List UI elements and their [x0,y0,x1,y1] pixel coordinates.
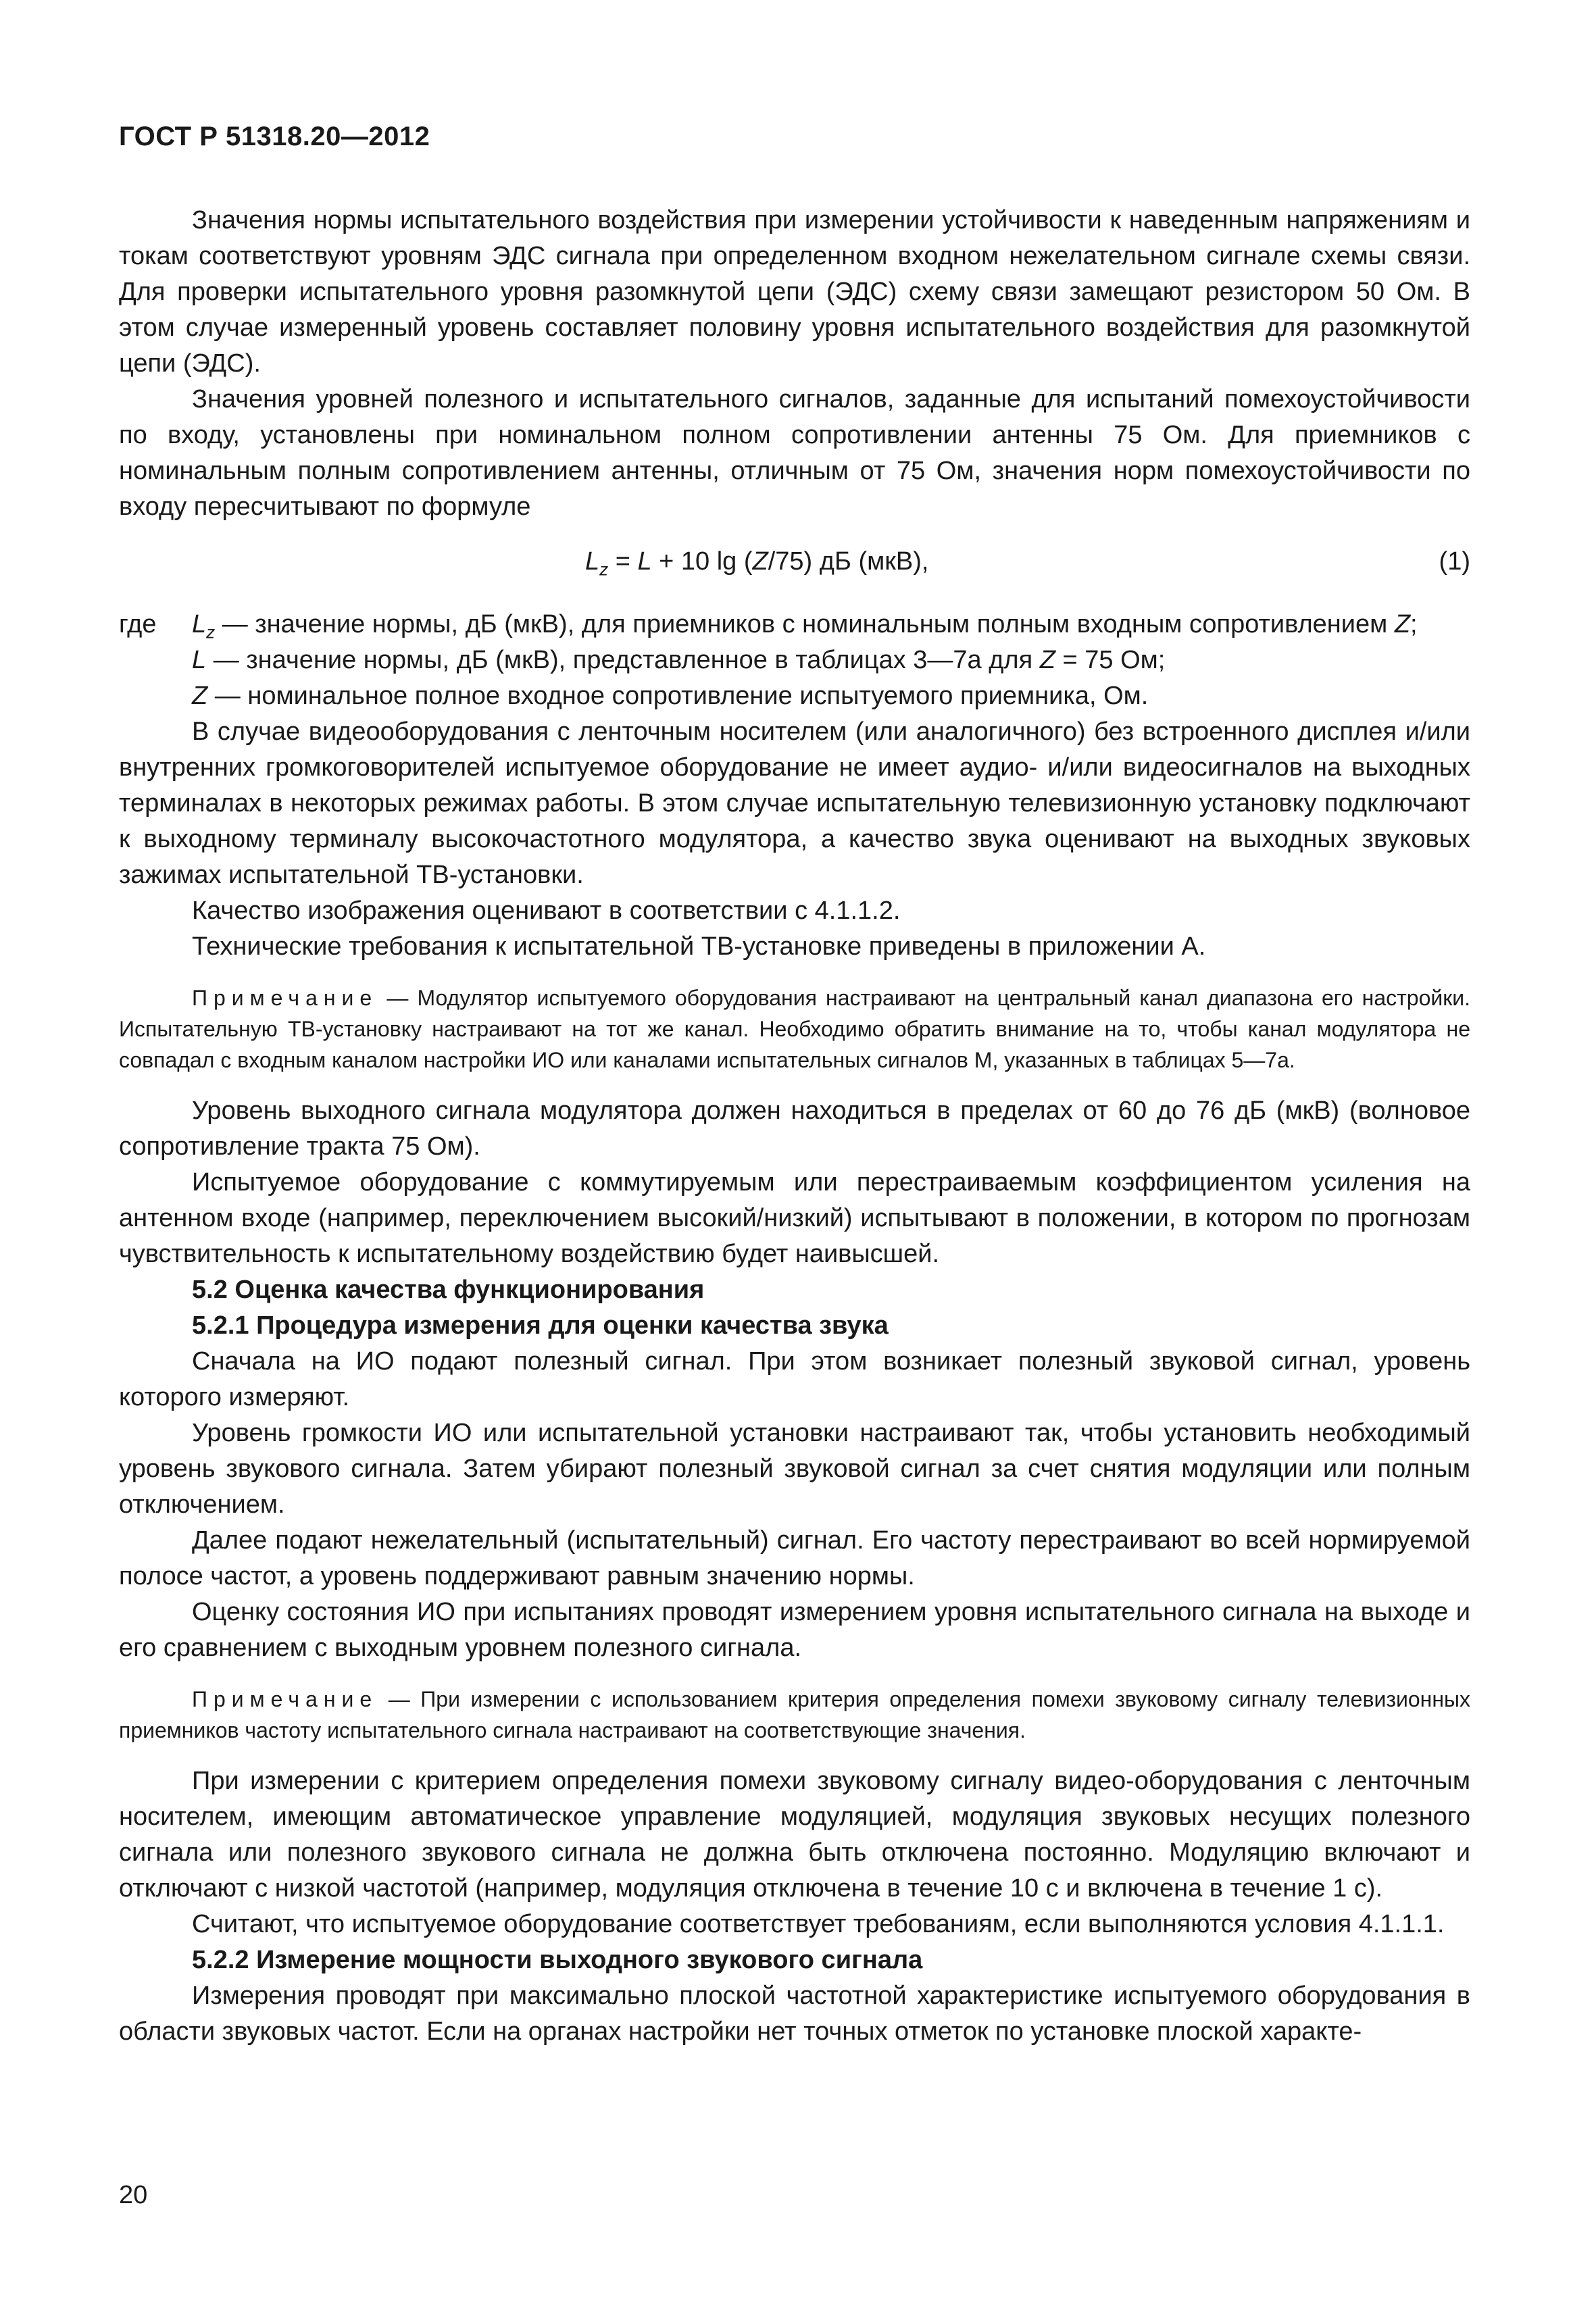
note-text: — Модулятор испытуемого оборудования настраивают на центральный канал диапазона его настройки. Испытательную ТВ-установку настраивают на тот же канал. Необходимо обратить внимание на то, чтобы канал модулятора не совпадал с входным каналом настройки ИО или каналами испытательных сигналов М, указанных в таблицах 5—7а. [119,986,1470,1072]
formula-expression: $L_z = L + 10$ lg (Z/75) дБ (мкВ), [585,547,929,580]
note [119,982,1470,1076]
paragraph: Измерения проводят при максимально плоской частотной характеристике испытуемого оборудования в области звуковых частот. Если на органах настройки нет точных отметок по установке плоской характе- [119,1982,1470,2046]
paragraph: Сначала на ИО подают полезный сигнал. При этом возникает полезный звуковой сигнал, уровень которого измеряют. [119,1347,1470,1411]
paragraph: Считают, что испытуемое оборудование соответствует требованиям, если выполняются условия 4.1.1.1. [192,1910,1445,1938]
formula-definitions [119,607,1470,714]
document-header: ГОСТ Р 51318.20—2012 [119,122,430,151]
section-heading: 5.2 Оценка качества функционирования [192,1276,705,1304]
formula [119,544,1470,580]
paragraph: Уровень громкости ИО или испытательной установки настраивают так, чтобы установить необходимый уровень звукового сигнала. Затем убирают полезный звуковой сигнал за счет снятия модуляции или полным отключением. [119,1419,1470,1519]
definition-row: Z — номинальное полное входное сопротивление испытуемого приемника, Ом. [192,682,1149,710]
document-body [119,203,1470,2050]
note-text: — При измерении с использованием критерия определения помехи звуковому сигналу телевизионных приемников частоту испытательного сигнала настраивают на соответствующие значения. [119,1687,1470,1742]
paragraph: Значения уровней полезного и испытательного сигналов, заданные для испытаний помехоустойчивости по входу, установлены при номинальном полном сопротивлении антенны 75 Ом. Для приемников с номинальным полным сопротивлением антенны, отличным от 75 Ом, значения норм помехоустойчивости по входу пересчитывают по формуле [119,385,1470,521]
section-heading: 5.2.2 Измерение мощности выходного звукового сигнала [192,1946,923,1974]
paragraph: В случае видеооборудования с ленточным носителем (или аналогичного) без встроенного дисплея и/или внутренних громкоговорителей испытуемое оборудование не имеет аудио- и/или видеосигналов на выходных терминалах в некоторых режимах работы. В этом случае испытательную телевизионную установку подключают к выходному терминалу высокочастотного модулятора, а качество звука оценивают на выходных звуковых зажимах испытательной ТВ-установки. [119,718,1470,889]
note [119,1684,1470,1746]
definition-row: где $L_z$ — значение нормы, дБ (мкВ), для приемников с номинальным полным входным сопротивлением Z; [119,610,1418,643]
paragraph: Далее подают нежелательный (испытательный) сигнал. Его частоту перестраивают во всей нормируемой полосе частот, а уровень поддерживают равным значению нормы. [119,1526,1470,1590]
paragraph: Оценку состояния ИО при испытаниях проводят измерением уровня испытательного сигнала на выходе и его сравнением с выходным уровнем полезного сигнала. [119,1598,1470,1662]
paragraph: Уровень выходного сигнала модулятора должен находиться в пределах от 60 до 76 дБ (мкВ) (волновое сопротивление тракта 75 Ом). [119,1097,1470,1161]
paragraph: Технические требования к испытательной ТВ-установке приведены в приложении А. [192,932,1206,961]
paragraph: Значения нормы испытательного воздействия при измерении устойчивости к наведенным напряжениям и токам соответствуют уровням ЭДС сигнала при определенном входном нежелательном сигнале схемы связи. Для проверки испытательного уровня разомкнутой цепи (ЭДС) схему связи замещают резистором 50 Ом. В этом случае измеренный уровень составляет половину уровня испытательного воздействия для разомкнутой цепи (ЭДС). [119,206,1470,378]
page-number: 20 [119,2181,148,2209]
section-heading: 5.2.1 Процедура измерения для оценки качества звука [192,1311,889,1340]
note-label: Примечание [192,1687,378,1711]
paragraph: Испытуемое оборудование с коммутируемым или перестраиваемым коэффициентом усиления на антенном входе (например, переключением высокий/низкий) испытывают в положении, в котором по прогнозам чувствительность к испытательному воздействию будет наивысшей. [119,1168,1470,1268]
formula-number: (1) [1439,547,1470,576]
paragraph: При измерении с критерием определения помехи звуковому сигналу видео-оборудования с ленточным носителем, имеющим автоматическое управление модуляцией, модуляция звуковых несущих полезного сигнала или полезного звукового сигнала не должна быть отключена постоянно. Модуляцию включают и отключают с низкой частотой (например, модуляция отключена в течение 10 с и включена в течение 1 с). [119,1767,1470,1903]
paragraph: Качество изображения оценивают в соответствии с 4.1.1.2. [192,897,901,925]
note-label: Примечание [192,986,378,1010]
definition-row: L — значение нормы, дБ (мкВ), представленное в таблицах 3—7а для Z = 75 Ом; [192,646,1166,674]
